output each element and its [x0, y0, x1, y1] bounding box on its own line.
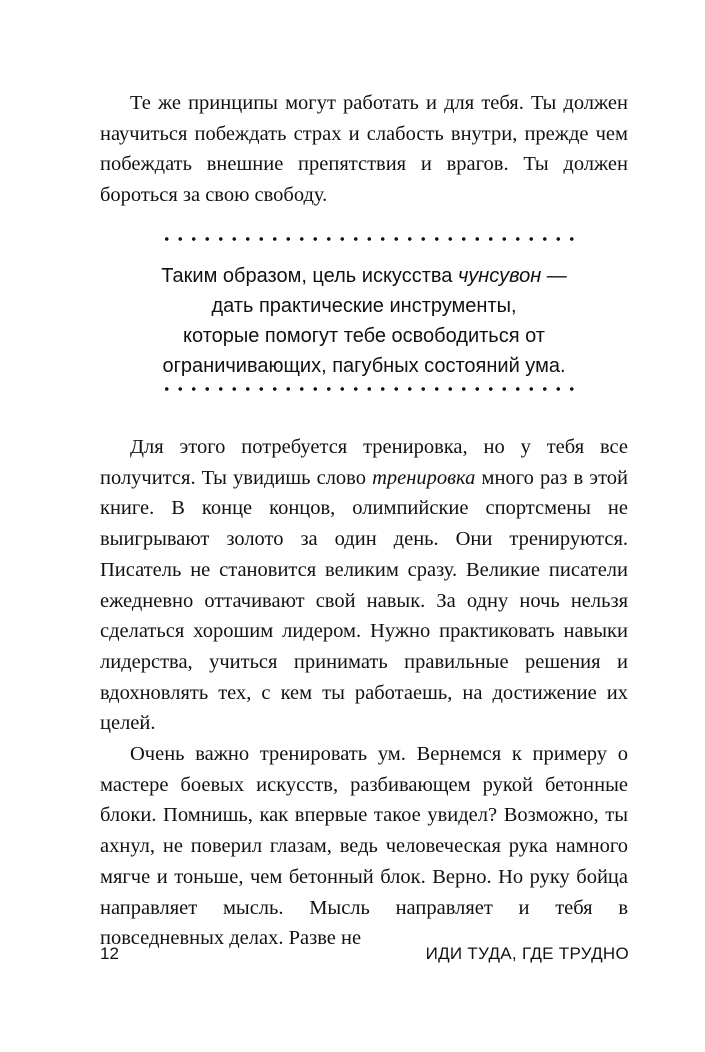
paragraph-2: Для этого потребуется тренировка, но у тебя все получится. Ты увидишь слово тренировка много раз в этой книге. В конце концов, олимпийские спортсмены не выигрывают золото за один день. Они тренируются. Писатель не становится великим сразу. Великие писатели ежедневно оттачивают свой навык. За одну ночь нельзя сделаться хорошим лидером. Нужно практиковать навыки лидерства, учиться принимать правильные решения и вдохновлять тех, с кем ты работаешь, на достижение их целей.: [100, 436, 628, 735]
bottom-dotted-divider: [160, 386, 580, 392]
callout-line-1: Таким образом, цель искусства чунсувон —: [161, 265, 567, 287]
callout-quote: [110, 261, 618, 381]
page-number: 12: [100, 944, 119, 963]
callout-line-2: дать практические инструменты,: [211, 295, 517, 317]
callout-line-4: ограничивающих, пагубных состояний ума.: [162, 355, 566, 377]
paragraph-2-term: тренировка: [372, 466, 476, 489]
paragraph-1: [100, 88, 628, 211]
callout-line-3: которые помогут тебе освободиться от: [183, 325, 545, 347]
callout-term: чунсувон: [457, 265, 542, 287]
paragraph-3: [100, 739, 628, 954]
running-title: ИДИ ТУДА, ГДЕ ТРУДНО: [425, 944, 629, 963]
paragraph-3-text: Очень важно тренировать ум. Вернемся к примеру о мастере боевых искусств, разбивающем рукой бетонные блоки. Помнишь, как впервые такое увидел? Возможно, ты ахнул, не поверил глазам, ведь человеческая рука намного мягче и тоньше, чем бетонный блок. Верно. Но руку бойца направляет мысль. Мысль направляет и тебя в повседневных делах. Разве не: [100, 743, 628, 950]
top-dotted-divider: [160, 236, 580, 242]
paragraph-1-text: Те же принципы могут работать и для тебя. Ты должен научиться побеждать страх и слабость внутри, прежде чем побеждать внешние препятствия и врагов. Ты должен бороться за свою свободу.: [100, 92, 628, 207]
